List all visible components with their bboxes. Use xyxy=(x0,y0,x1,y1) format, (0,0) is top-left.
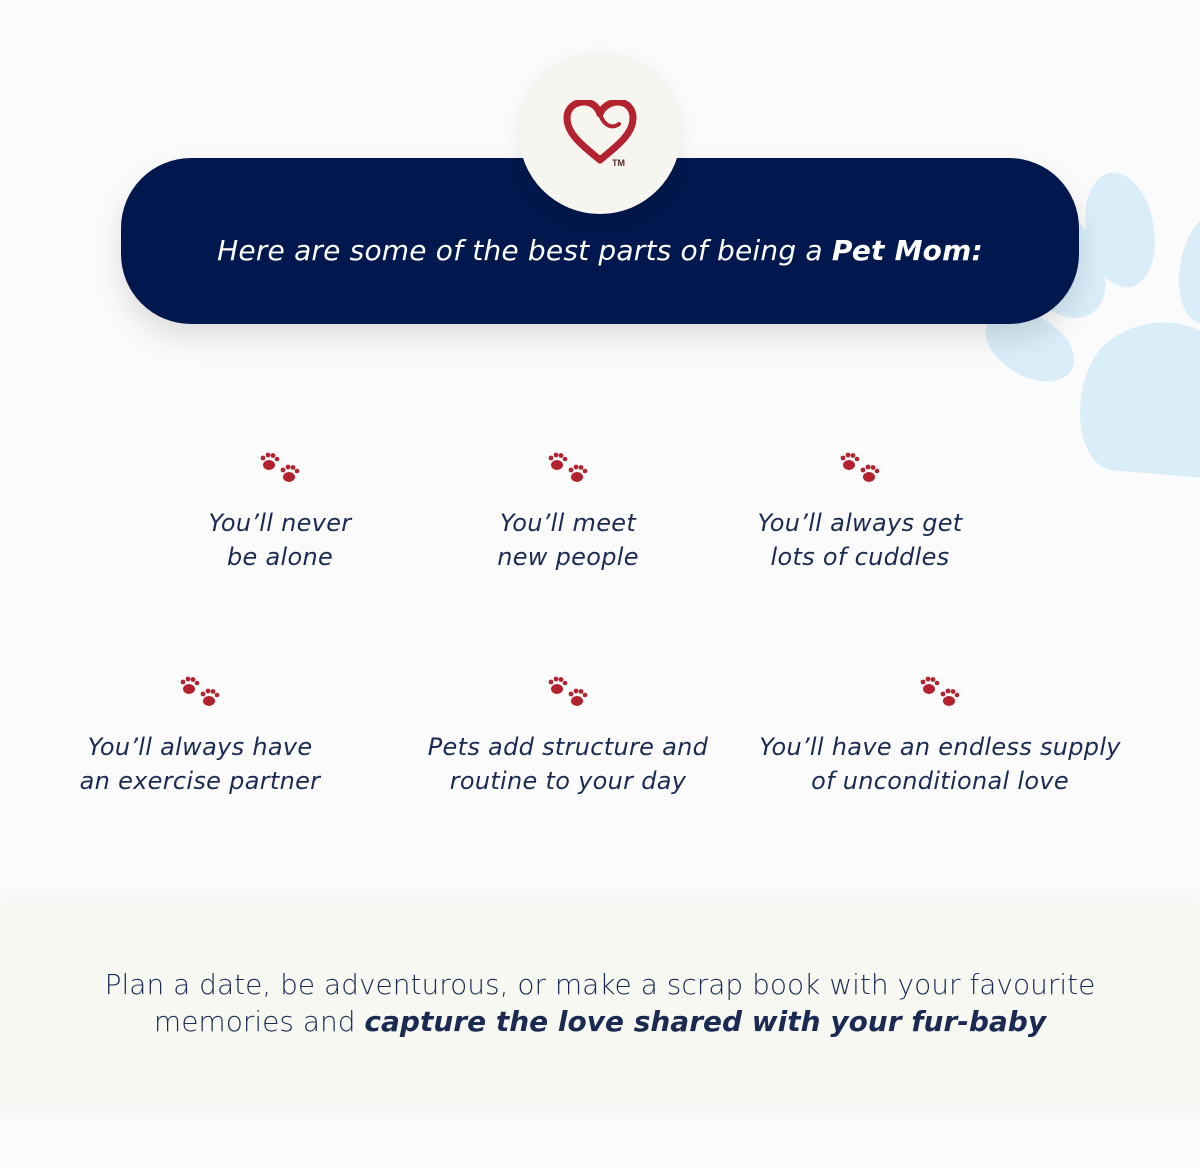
benefit-item xyxy=(750,676,1130,798)
footer-message xyxy=(60,966,1140,1040)
paw-prints-icon xyxy=(259,452,301,486)
benefit-text: You’ll always have an exercise partner xyxy=(79,733,321,795)
banner-emphasis: Pet Mom: xyxy=(831,234,983,267)
paw-prints-icon xyxy=(547,676,589,710)
paw-prints-icon xyxy=(839,452,881,486)
banner-lead: Here are some of the best parts of being a xyxy=(217,234,823,267)
benefit-text: You’ll meet new people xyxy=(497,509,639,571)
benefit-text: You’ll always get lots of cuddles xyxy=(757,509,963,571)
brand-logo xyxy=(519,52,681,214)
benefit-item xyxy=(378,676,758,798)
benefit-text: You’ll have an endless supply of unconditional love xyxy=(759,733,1121,795)
benefit-text: You’ll never be alone xyxy=(208,509,352,571)
paw-prints-icon xyxy=(919,676,961,710)
footer-lead: Plan a date, be adventurous, or make a scrap book with your favourite memories and xyxy=(104,968,1096,1038)
heart-icon xyxy=(563,100,637,164)
benefit-item xyxy=(10,676,390,798)
trademark-mark: TM xyxy=(612,158,625,168)
banner-heading xyxy=(0,234,1200,267)
paw-prints-icon xyxy=(179,676,221,710)
benefit-text: Pets add structure and routine to your day xyxy=(427,733,709,795)
paw-prints-icon xyxy=(547,452,589,486)
footer-emphasis: capture the love shared with your fur-baby xyxy=(364,1005,1047,1038)
benefit-item xyxy=(670,452,1050,574)
